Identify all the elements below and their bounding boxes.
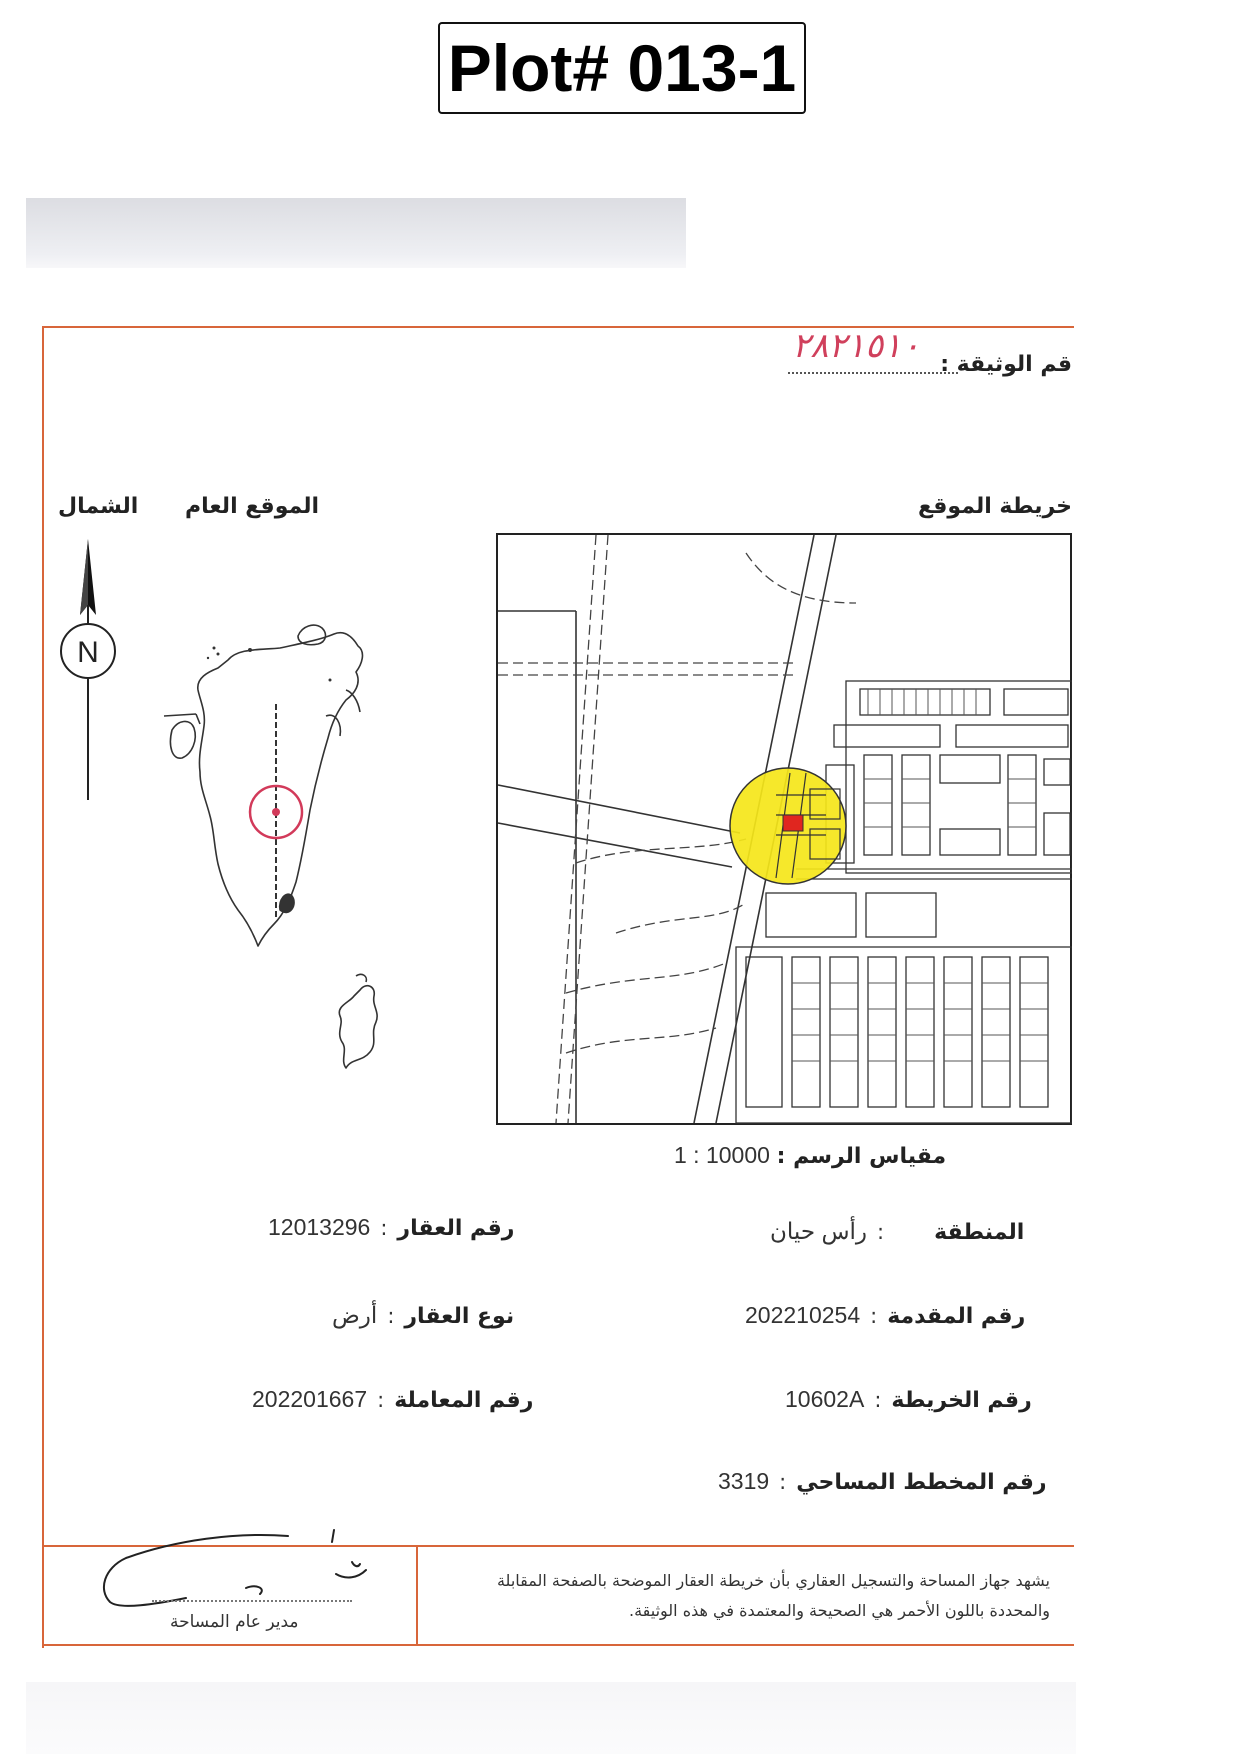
document-number-dotted-line bbox=[788, 372, 958, 374]
scale-label: مقياس الرسم : bbox=[776, 1144, 947, 1169]
application-number-value: 202210254 bbox=[745, 1302, 861, 1328]
signature-image bbox=[96, 1518, 396, 1618]
field-application-number bbox=[745, 1302, 1025, 1329]
property-number-label: رقم العقار bbox=[397, 1216, 515, 1241]
area-separator: : bbox=[877, 1220, 885, 1244]
map-number-label: رقم الخريطة bbox=[891, 1388, 1032, 1413]
north-letter: N bbox=[77, 636, 99, 669]
scale-row bbox=[674, 1142, 946, 1169]
transaction-number-label: رقم المعاملة bbox=[394, 1388, 534, 1413]
map-number-value: 10602A bbox=[785, 1386, 865, 1412]
property-type-separator: : bbox=[387, 1304, 395, 1328]
field-map-number bbox=[785, 1386, 1032, 1413]
north-arrow-icon bbox=[56, 535, 120, 805]
signature-dotted-line bbox=[152, 1600, 352, 1602]
area-value: رأس حيان bbox=[770, 1218, 868, 1244]
transaction-number-separator: : bbox=[377, 1388, 385, 1412]
survey-plan-number-value: 3319 bbox=[718, 1468, 770, 1494]
general-location-label: الموقع العام bbox=[185, 494, 320, 519]
site-map-label: خريطة الموقع bbox=[917, 494, 1072, 519]
property-number-value: 12013296 bbox=[268, 1214, 371, 1240]
signature-title: مدير عام المساحة bbox=[170, 1612, 299, 1632]
property-type-value: أرض bbox=[332, 1302, 378, 1328]
field-survey-plan-number bbox=[718, 1468, 1047, 1495]
field-transaction-number bbox=[252, 1386, 533, 1413]
footer-divider bbox=[416, 1545, 418, 1645]
certification-text: يشهد جهاز المساحة والتسجيل العقاري بأن خريطة العقار الموضحة بالصفحة المقابلة والمحددة باللون الأحمر هي الصحيحة والمعتمدة في هذه الوثيقة. bbox=[496, 1571, 1050, 1620]
overview-map bbox=[130, 620, 430, 1090]
property-type-label: نوع العقار bbox=[404, 1304, 515, 1329]
document-number-handwritten: ٢٨٢١٥١٠ bbox=[792, 326, 920, 366]
plot-parcel bbox=[783, 815, 803, 831]
north-label: الشمال bbox=[58, 494, 139, 519]
location-marker-dot bbox=[272, 808, 280, 816]
property-number-separator: : bbox=[380, 1216, 388, 1240]
area-label: المنطقة bbox=[934, 1220, 1025, 1245]
survey-plan-number-label: رقم المخطط المساحي bbox=[796, 1470, 1047, 1495]
survey-plan-number-separator: : bbox=[779, 1470, 787, 1494]
map-number-separator: : bbox=[874, 1388, 882, 1412]
application-number-label: رقم المقدمة bbox=[887, 1304, 1026, 1329]
application-number-separator: : bbox=[870, 1304, 878, 1328]
transaction-number-value: 202201667 bbox=[252, 1386, 368, 1412]
scale-value: 1 : 10000 bbox=[674, 1142, 770, 1168]
scan-artifact-band-bottom bbox=[26, 1682, 1076, 1754]
field-property-type bbox=[332, 1302, 514, 1329]
plot-title: Plot# 013-1 bbox=[438, 22, 806, 114]
field-property-number bbox=[268, 1214, 514, 1241]
field-area bbox=[770, 1218, 1024, 1245]
scan-artifact-band bbox=[26, 198, 686, 268]
footer-bottom-rule bbox=[42, 1644, 1074, 1646]
document-number-label: قم الوثيقة : bbox=[940, 352, 1072, 377]
site-map bbox=[496, 533, 1072, 1125]
